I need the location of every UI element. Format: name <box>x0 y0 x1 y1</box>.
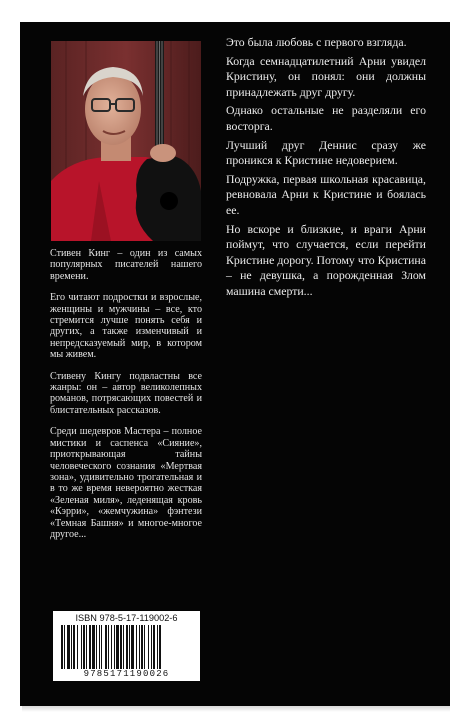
author-photo-illustration <box>51 41 201 241</box>
bio-paragraph-1: Стивен Кинг – один из самых популярных писателей нашего времени. <box>50 248 202 282</box>
book-blurb <box>226 35 426 303</box>
barcode-bars <box>61 625 192 669</box>
blurb-paragraph-4: Лучший друг Деннис сразу же проникся к Кристине недоверием. <box>226 137 426 168</box>
barcode-digits: 9785171190026 <box>83 669 170 679</box>
blurb-paragraph-3: Однако остальные не разделяли его восторга. <box>226 103 426 133</box>
barcode-label <box>53 611 200 681</box>
bio-paragraph-3: Стивену Кингу подвластны все жанры: он – автор великолепных романов, потрясающих повестей и блистательных рассказов. <box>50 370 202 416</box>
blurb-paragraph-5: Подружка, первая школьная красавица, ревновала Арни к Кристине и боялась ее. <box>226 171 426 217</box>
blurb-paragraph-6: Но вскоре и близкие, и враги Арни поймут, что случается, если перейти Кристине дорогу. Потому что Кристина – не девушка, а порожденная Злом машина смерти... <box>226 221 426 298</box>
author-photo <box>51 41 201 241</box>
blurb-paragraph-1: Это была любовь с первого взгляда. <box>226 35 407 49</box>
bio-paragraph-2: Его читают подростки и взрослые, женщины и мужчины – все, кто стремится лучше понять себя и других, а также изменчивый и непредсказуемый мир, в котором мы живем. <box>50 292 202 361</box>
bio-paragraph-4: Среди шедевров Мастера – полное мистики и саспенса «Сияние», приоткрывающая тайны человеческого сознания «Мертвая зона», удивительно трогательная и в то же время невероятно жесткая «Зеленая миля», леденящая кровь «Кэрри», «жемчужина» фэнтези «Темная Башня» и многое-многое другое... <box>50 426 202 540</box>
cover-shadow <box>22 706 450 712</box>
blurb-paragraph-2: Когда семнадцатилетний Арни увидел Кристину, он понял: они должны принадлежать друг другу. <box>226 53 426 99</box>
isbn-text: ISBN 978-5-17-119002-6 <box>75 613 178 623</box>
author-bio <box>50 248 202 550</box>
